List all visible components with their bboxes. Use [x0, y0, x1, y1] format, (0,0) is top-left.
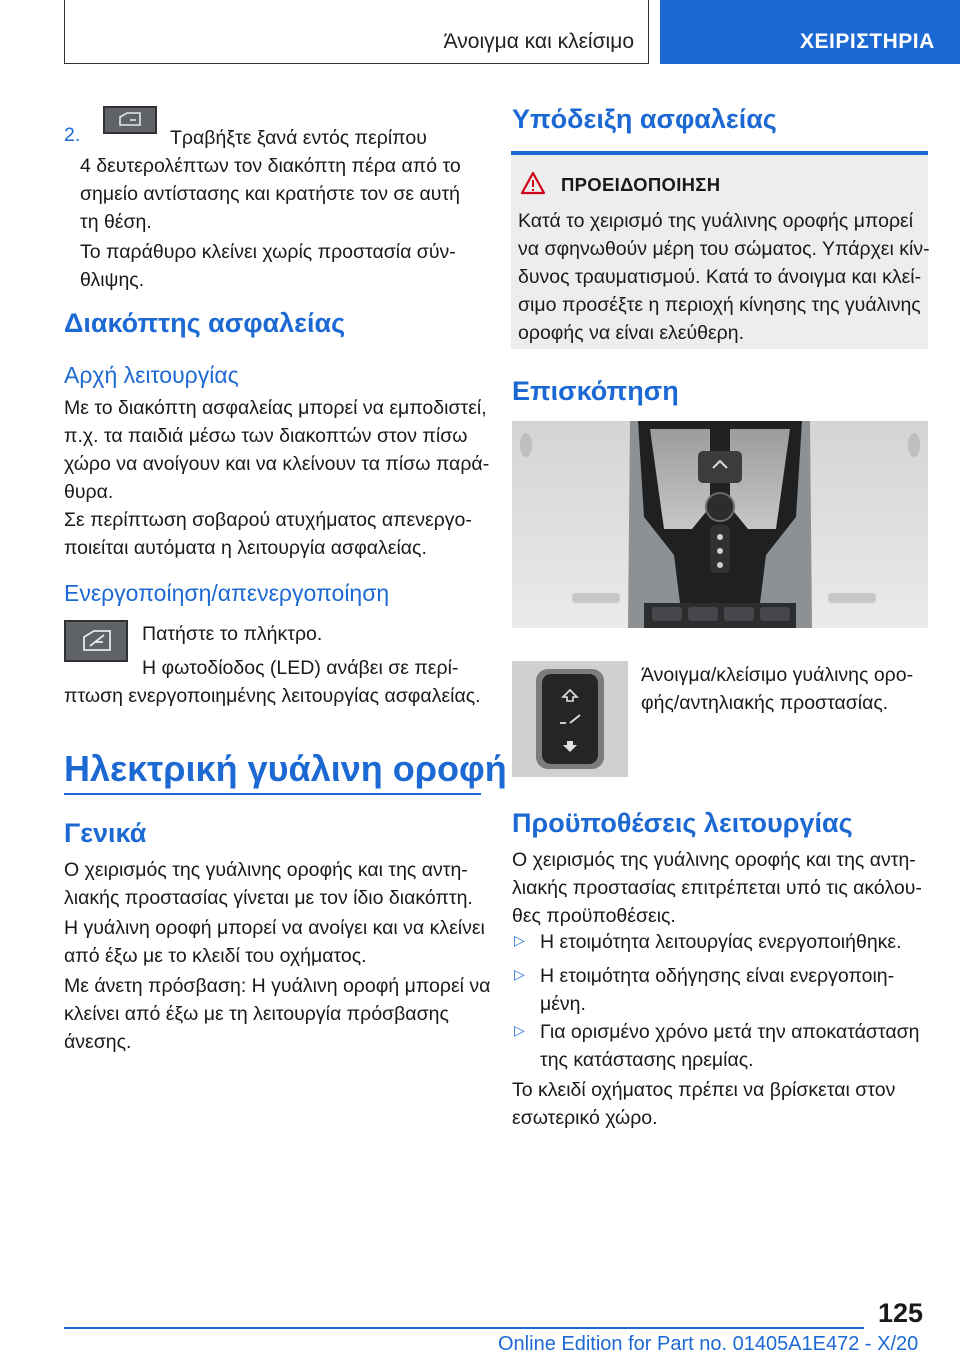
photo-caption: φής/αντηλιακής προστασίας. — [641, 692, 889, 714]
step-line: τη θέση. — [80, 211, 152, 233]
window-switch-icon — [105, 108, 155, 132]
general-heading: Γενικά — [64, 818, 147, 848]
general-text: Ο χειρισμός της γυάλινης οροφής και της αντη- — [64, 859, 468, 881]
principle-text: Με το διακόπτη ασφαλείας μπορεί να εμποδιστεί, — [64, 397, 487, 419]
safety-switch-heading: Διακόπτης ασφαλείας — [64, 308, 346, 338]
warning-text: δυνος τραυματισμού. Κατά το άνοιγμα και κλεί- — [518, 266, 922, 288]
list-item: της κατάστασης ηρεμίας. — [540, 1049, 754, 1071]
heading-rule — [64, 793, 481, 795]
prerequisites-text: λιακής προστασίας επιτρέπεται υπό τις ακόλου- — [512, 877, 922, 899]
bullet-arrow-icon: ▷ — [514, 966, 525, 982]
header-chapter-box — [660, 0, 960, 64]
step-line: Τραβήξτε ξανά εντός περίπου — [170, 127, 427, 149]
warning-text: να σφηνωθούν μέρη του σώματος. Υπάρχει κίν- — [518, 238, 930, 260]
overhead-console-photo — [512, 421, 928, 628]
prerequisites-text: Ο χειρισμός της γυάλινης οροφής και της αντη- — [512, 849, 916, 871]
general-text: λιακής προστασίας γίνεται με τον ίδιο διακόπτη. — [64, 887, 473, 909]
list-item: Για ορισμένο χρόνο μετά την αποκατάσταση — [540, 1021, 920, 1043]
step-line: 4 δευτερολέπτων τον διακόπτη πέρα από το — [80, 155, 461, 177]
general-text: Με άνετη πρόσβαση: Η γυάλινη οροφή μπορεί να — [64, 975, 491, 997]
principle-heading: Αρχή λειτουργίας — [64, 362, 239, 388]
bullet-arrow-icon: ▷ — [514, 1022, 525, 1038]
principle-text: π.χ. τα παιδιά μέσω των διακοπτών στον πίσω — [64, 425, 468, 447]
list-item: Η ετοιμότητα λειτουργίας ενεργοποιήθηκε. — [540, 931, 902, 953]
overview-heading: Επισκόπηση — [512, 376, 679, 406]
roof-switch-photo — [512, 661, 628, 777]
general-text: κλείνει από έξω με τη λειτουργία πρόσβασης — [64, 1003, 449, 1025]
list-item: μένη. — [540, 993, 586, 1015]
prerequisites-heading: Προϋποθέσεις λειτουργίας — [512, 808, 853, 838]
principle-text: χώρο να ανοίγουν και να κλείνουν τα πίσω παρά- — [64, 453, 490, 475]
result-line: Το παράθυρο κλείνει χωρίς προστασία σύν- — [80, 241, 456, 263]
warning-text: Κατά το χειρισμό της γυάλινης οροφής μπορεί — [518, 210, 914, 232]
window-switch-image — [103, 106, 157, 134]
result-line: θλιψης. — [80, 269, 145, 291]
safety-note-heading: Υπόδειξη ασφαλείας — [512, 104, 777, 134]
toggle-text: Η φωτοδίοδος (LED) ανάβει σε περί- — [142, 657, 459, 679]
bullet-arrow-icon: ▷ — [514, 932, 525, 948]
step-number: 2. — [64, 124, 81, 146]
step-line: σημείο αντίστασης και κρατήστε τον σε αυτή — [80, 183, 461, 205]
general-text: από έξω με το κλειδί του οχήματος. — [64, 945, 367, 967]
photo-caption: Άνοιγμα/κλείσιμο γυάλινης ορο- — [641, 664, 914, 686]
general-text: Η γυάλινη οροφή μπορεί να ανοίγει και να κλείνει — [64, 917, 485, 939]
edition-note: Online Edition for Part no. 01405A1E472 - X/20 — [498, 1333, 919, 1355]
page-number: 125 — [878, 1298, 924, 1328]
prerequisites-text: θες προϋποθέσεις. — [512, 905, 676, 927]
principle-text: Σε περίπτωση σοβαρού ατυχήματος απενεργο- — [64, 509, 472, 531]
warning-text: σιμο προσέξτε η περιοχή κίνησης της γυάλινης — [518, 294, 921, 316]
header-chapter-title: ΧΕΙΡΙΣΤΗΡΙΑ — [800, 30, 935, 53]
list-item: Η ετοιμότητα οδήγησης είναι ενεργοποιη- — [540, 965, 895, 987]
warning-text: οροφής να είναι ελεύθερη. — [518, 322, 745, 344]
principle-text: θυρα. — [64, 481, 114, 503]
warning-label: ΠΡΟΕΙΔΟΠΟΙΗΣΗ — [561, 174, 721, 195]
general-text: άνεσης. — [64, 1031, 132, 1053]
principle-text: ποιείται αυτόματα η λειτουργία ασφαλείας. — [64, 537, 427, 559]
header-section-box — [64, 0, 649, 64]
child-lock-button-image — [64, 620, 128, 662]
glass-roof-heading: Ηλεκτρική γυάλινη οροφή — [64, 748, 507, 789]
key-text: Το κλειδί οχήματος πρέπει να βρίσκεται στον — [512, 1079, 896, 1101]
warning-triangle-icon — [520, 171, 546, 195]
toggle-heading: Ενεργοποίηση/απενεργοποίηση — [64, 580, 390, 606]
toggle-text: πτωση ενεργοποιημένης λειτουργίας ασφαλείας. — [64, 685, 481, 707]
header-section-title: Άνοιγμα και κλείσιμο — [443, 30, 634, 53]
child-lock-icon — [66, 622, 126, 660]
key-text: εσωτερικό χώρο. — [512, 1107, 658, 1129]
footer-rule — [64, 1327, 864, 1329]
toggle-text: Πατήστε το πλήκτρο. — [142, 623, 323, 645]
